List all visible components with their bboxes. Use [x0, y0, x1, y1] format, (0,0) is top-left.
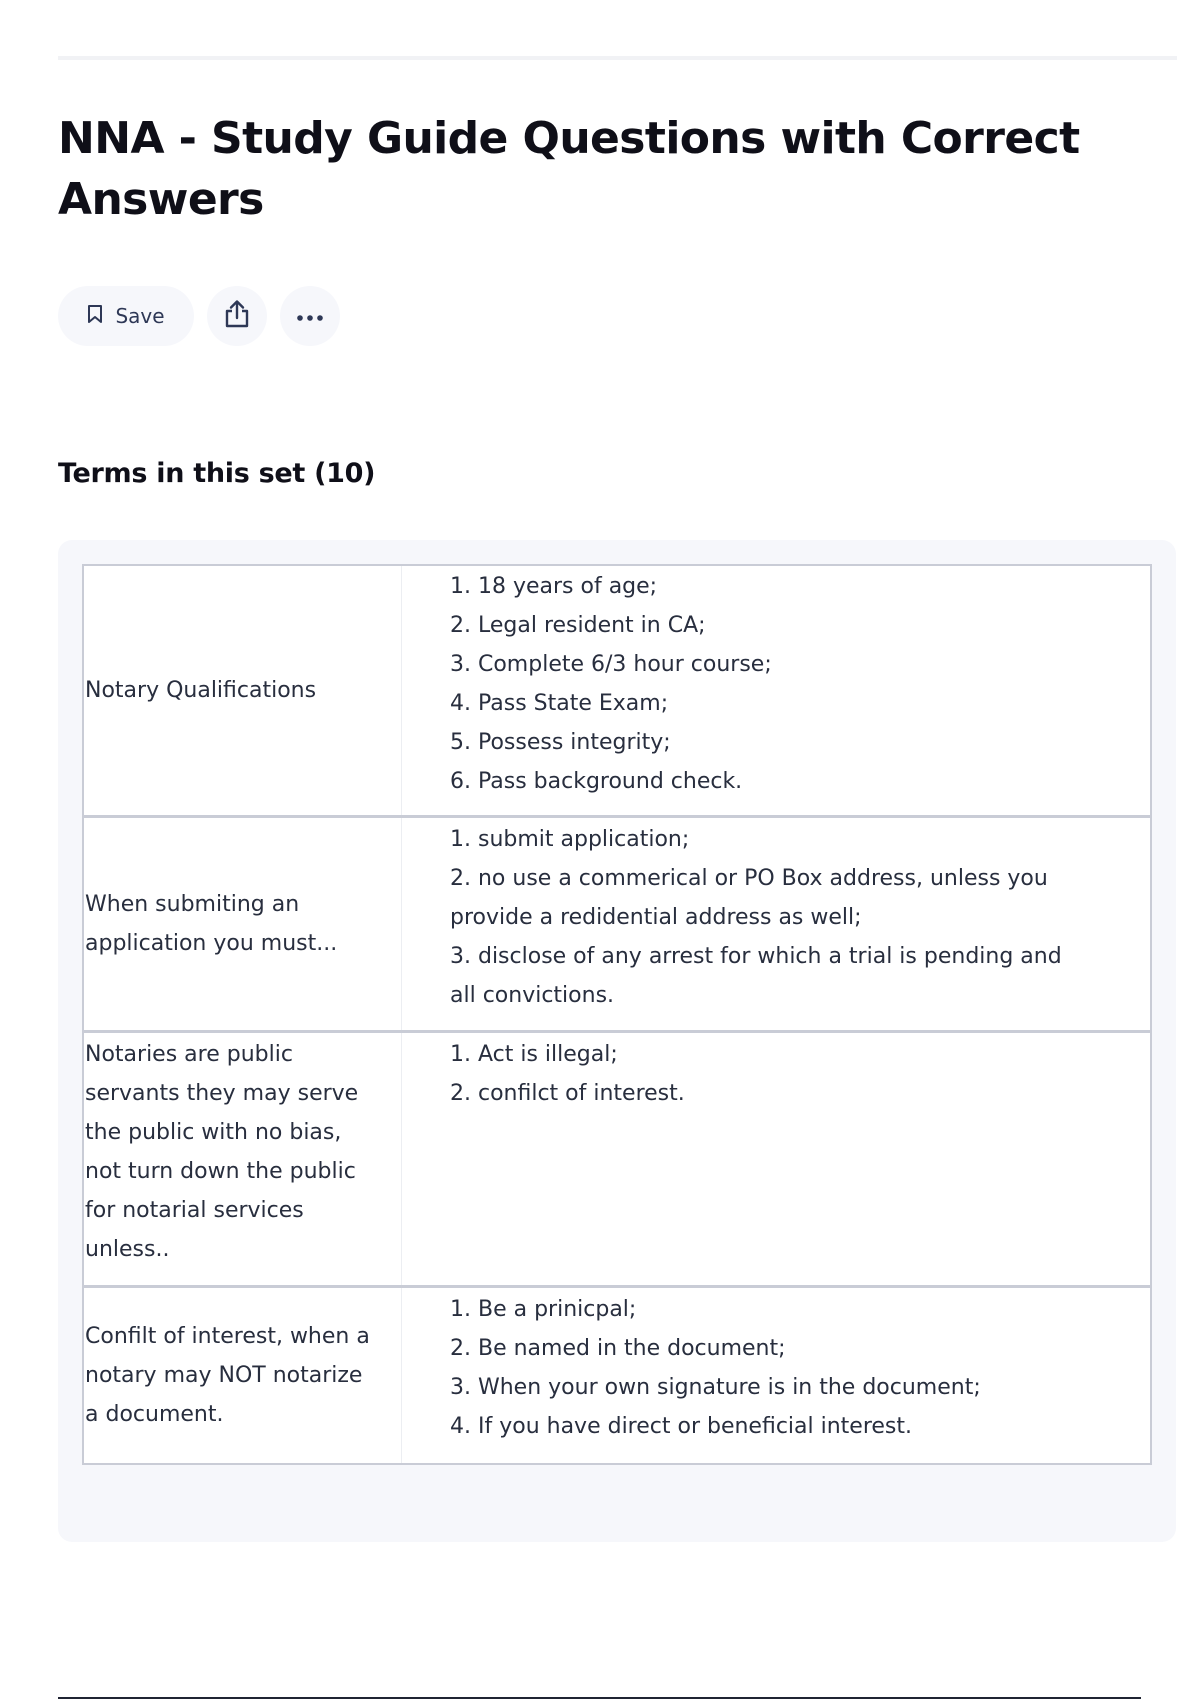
definition-line: 2. confilct of interest.: [450, 1081, 685, 1106]
more-icon: [295, 307, 325, 326]
definition-line: 4. If you have direct or beneficial interest.: [450, 1414, 913, 1439]
definition-cell: [402, 1033, 1150, 1285]
page-title: NNA - Study Guide Questions with Correct Answers: [58, 113, 1080, 225]
terms-panel: [58, 540, 1176, 1542]
definition-line: 3. disclose of any arrest for which a trial is pending and all convictions.: [450, 944, 1069, 1008]
term-row: [84, 566, 1150, 818]
definition-line: 2. Legal resident in CA;: [450, 613, 706, 638]
terms-table: [82, 564, 1152, 1465]
definition-line: 5. Possess integrity;: [450, 730, 671, 755]
share-button[interactable]: [207, 286, 267, 346]
save-label: Save: [115, 304, 165, 328]
term-row: [84, 1288, 1150, 1463]
definition-line: 2. Be named in the document;: [450, 1336, 786, 1361]
definition-line: 6. Pass background check.: [450, 769, 743, 794]
terms-heading: Terms in this set (10): [58, 458, 376, 489]
term-row: [84, 818, 1150, 1033]
term-cell: Confilt of interest, when a notary may NOT notarize a document.: [84, 1288, 402, 1463]
bottom-divider: [58, 1697, 1141, 1699]
definition-line: 1. Act is illegal;: [450, 1042, 618, 1067]
bookmark-icon: [87, 304, 103, 329]
definition-line: 4. Pass State Exam;: [450, 691, 669, 716]
share-icon: [223, 299, 251, 333]
definition-cell: [402, 818, 1150, 1030]
term-cell: Notary Qualifications: [84, 566, 402, 815]
term-cell: When submiting an application you must...: [84, 818, 402, 1030]
toolbar: [58, 286, 340, 346]
definition-line: 1. Be a prinicpal;: [450, 1297, 637, 1322]
top-divider: [58, 56, 1177, 60]
definition-line: 2. no use a commerical or PO Box address, unless you provide a redidential address as well;: [450, 866, 1055, 930]
save-button[interactable]: [58, 286, 194, 346]
definition-line: 1. submit application;: [450, 827, 690, 852]
more-options-button[interactable]: [280, 286, 340, 346]
term-row: [84, 1033, 1150, 1288]
definition-line: 3. Complete 6/3 hour course;: [450, 652, 772, 677]
definition-line: 1. 18 years of age;: [450, 574, 658, 599]
definition-cell: [402, 1288, 1150, 1463]
term-cell: Notaries are public servants they may serve the public with no bias, not turn down the public for notarial services unless..: [84, 1033, 402, 1285]
definition-line: 3. When your own signature is in the document;: [450, 1375, 981, 1400]
definition-cell: [402, 566, 1150, 815]
